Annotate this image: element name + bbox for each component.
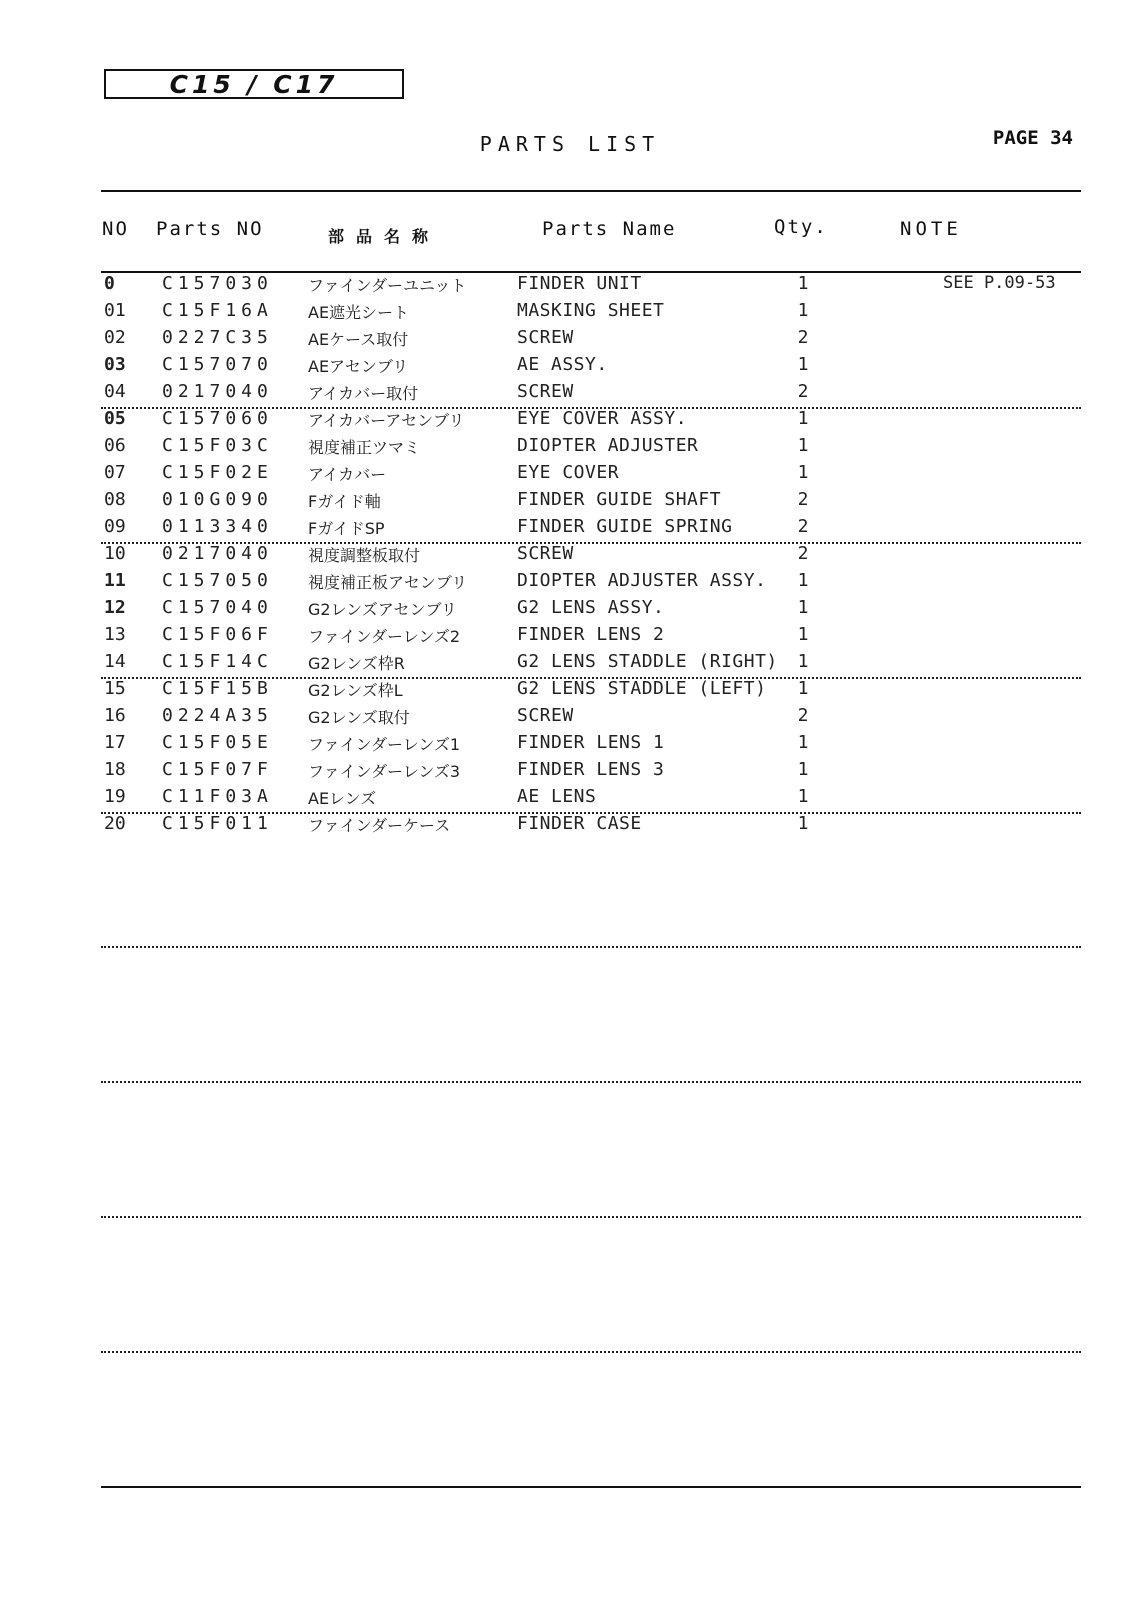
row-qty: 1 [797,786,809,807]
row-no: 10 [104,543,126,564]
page-number: PAGE 34 [992,127,1073,149]
table-row [0,541,1131,568]
row-qty: 1 [797,273,809,294]
row-qty: 2 [797,327,809,348]
row-parts-name: DIOPTER ADJUSTER ASSY. [517,570,767,591]
row-parts-no: 0224A35 [162,705,273,726]
row-parts-name: EYE COVER ASSY. [517,408,688,429]
row-no: 20 [104,813,126,834]
row-jp-name: ファインダーレンズ3 [308,762,461,781]
row-no: 13 [104,624,126,645]
model-label: C15 / C17 [104,69,404,99]
row-parts-name: MASKING SHEET [517,300,665,321]
table-row [0,379,1131,406]
table-row [0,622,1131,649]
row-qty: 1 [797,408,809,429]
row-no: 12 [104,597,126,618]
row-jp-name: 視度補正板アセンブリ [308,573,468,592]
row-jp-name: 視度調整板取付 [308,546,421,565]
row-jp-name: FガイドSP [308,519,385,538]
row-parts-no: C11F03A [162,786,273,807]
row-parts-no: C157070 [162,354,273,375]
row-qty: 2 [797,543,809,564]
table-row [0,676,1131,703]
group-divider [101,812,1081,814]
row-parts-name: FINDER LENS 3 [517,759,665,780]
row-qty: 1 [797,678,809,699]
row-parts-no: C15F05E [162,732,273,753]
row-jp-name: AE遮光シート [308,303,410,322]
row-no: 18 [104,759,126,780]
row-qty: 2 [797,381,809,402]
table-row [0,298,1131,325]
row-jp-name: G2レンズ枠R [308,654,405,673]
row-jp-name: アイカバー取付 [308,384,419,403]
table-row [0,433,1131,460]
row-qty: 1 [797,570,809,591]
row-parts-name: FINDER GUIDE SHAFT [517,489,722,510]
group-divider [101,542,1081,544]
row-parts-name: FINDER UNIT [517,273,642,294]
row-parts-name: SCREW [517,705,574,726]
row-qty: 1 [797,435,809,456]
group-divider [101,1081,1081,1083]
row-parts-name: G2 LENS STADDLE (RIGHT) [517,651,778,672]
col-header-note: NOTE [900,218,962,240]
row-parts-name: AE LENS [517,786,597,807]
row-no: 17 [104,732,126,753]
row-parts-no: C157040 [162,597,273,618]
row-jp-name: ファインダーユニット [308,276,467,295]
row-parts-no: 010G090 [162,489,273,510]
group-divider [101,677,1081,679]
row-parts-name: EYE COVER [517,462,620,483]
row-no: 19 [104,786,126,807]
row-qty: 1 [797,300,809,321]
row-jp-name: ファインダーレンズ1 [308,735,461,754]
row-parts-name: G2 LENS ASSY. [517,597,665,618]
table-row [0,406,1131,433]
row-jp-name: G2レンズ取付 [308,708,410,727]
row-jp-name: ファインダーケース [308,816,451,835]
row-parts-no: C157050 [162,570,273,591]
row-jp-name: AEアセンブリ [308,357,409,376]
row-parts-no: C15F14C [162,651,273,672]
row-qty: 1 [797,651,809,672]
table-row [0,325,1131,352]
table-row [0,703,1131,730]
row-no: 11 [104,570,126,591]
row-parts-name: SCREW [517,327,574,348]
row-no: 14 [104,651,126,672]
row-parts-no: C15F06F [162,624,273,645]
row-parts-no: C157060 [162,408,273,429]
document-title: PARTS LIST [479,132,661,156]
group-divider [101,1351,1081,1353]
row-qty: 1 [797,813,809,834]
row-jp-name: AEレンズ [308,789,377,808]
row-qty: 2 [797,489,809,510]
row-qty: 2 [797,516,809,537]
row-parts-no: C15F16A [162,300,273,321]
row-parts-name: SCREW [517,381,574,402]
table-row [0,757,1131,784]
table-row [0,568,1131,595]
group-divider [101,946,1081,948]
row-parts-no: C15F07F [162,759,273,780]
table-row [0,514,1131,541]
row-no: 03 [104,354,126,375]
row-parts-name: FINDER LENS 1 [517,732,665,753]
table-row [0,271,1131,298]
top-rule [101,190,1081,192]
row-jp-name: G2レンズ枠L [308,681,403,700]
row-qty: 1 [797,624,809,645]
row-parts-name: FINDER LENS 2 [517,624,665,645]
row-parts-no: 0217040 [162,381,273,402]
row-jp-name: ファインダーレンズ2 [308,627,461,646]
row-parts-no: C15F15B [162,678,273,699]
table-row [0,595,1131,622]
row-parts-name: FINDER CASE [517,813,642,834]
table-row [0,784,1131,811]
row-parts-no: C157030 [162,273,273,294]
row-parts-name: DIOPTER ADJUSTER [517,435,699,456]
row-jp-name: アイカバーアセンブリ [308,411,465,430]
row-parts-no: 0227C35 [162,327,273,348]
group-divider [101,1216,1081,1218]
group-divider [101,407,1081,409]
table-row [0,811,1131,838]
row-parts-no: 0217040 [162,543,273,564]
row-parts-no: C15F011 [162,813,273,834]
row-qty: 1 [797,462,809,483]
row-jp-name: 視度補正ツマミ [308,438,421,457]
row-jp-name: Fガイド軸 [308,492,381,511]
row-parts-no: C15F03C [162,435,273,456]
row-no: 0 [104,273,115,294]
row-jp-name: アイカバー [308,465,387,484]
col-header-no: NO [102,218,129,240]
row-jp-name: AEケース取付 [308,330,409,349]
col-header-qty: Qty. [774,216,828,238]
col-header-parts-no: Parts NO [156,218,264,240]
row-qty: 1 [797,732,809,753]
row-note: SEE P.09-53 [943,273,1056,293]
table-row [0,460,1131,487]
table-row [0,487,1131,514]
table-row [0,730,1131,757]
row-qty: 1 [797,759,809,780]
parts-table [0,271,1131,838]
row-no: 04 [104,381,126,402]
row-parts-name: FINDER GUIDE SPRING [517,516,733,537]
row-no: 16 [104,705,126,726]
row-no: 09 [104,516,126,537]
bottom-rule [101,1486,1081,1488]
row-parts-no: C15F02E [162,462,273,483]
row-parts-no: 0113340 [162,516,273,537]
col-header-parts-name: Parts Name [542,218,677,240]
row-no: 15 [104,678,126,699]
row-no: 07 [104,462,126,483]
row-no: 08 [104,489,126,510]
row-parts-name: SCREW [517,543,574,564]
row-qty: 1 [797,354,809,375]
row-jp-name: G2レンズアセンブリ [308,600,457,619]
col-header-jp-name: 部品名称 [328,227,441,246]
table-row [0,649,1131,676]
row-parts-name: AE ASSY. [517,354,608,375]
row-no: 02 [104,327,126,348]
row-no: 05 [104,408,126,429]
row-no: 06 [104,435,126,456]
row-no: 01 [104,300,126,321]
table-row [0,352,1131,379]
row-qty: 2 [797,705,809,726]
row-parts-name: G2 LENS STADDLE (LEFT) [517,678,767,699]
row-qty: 1 [797,597,809,618]
